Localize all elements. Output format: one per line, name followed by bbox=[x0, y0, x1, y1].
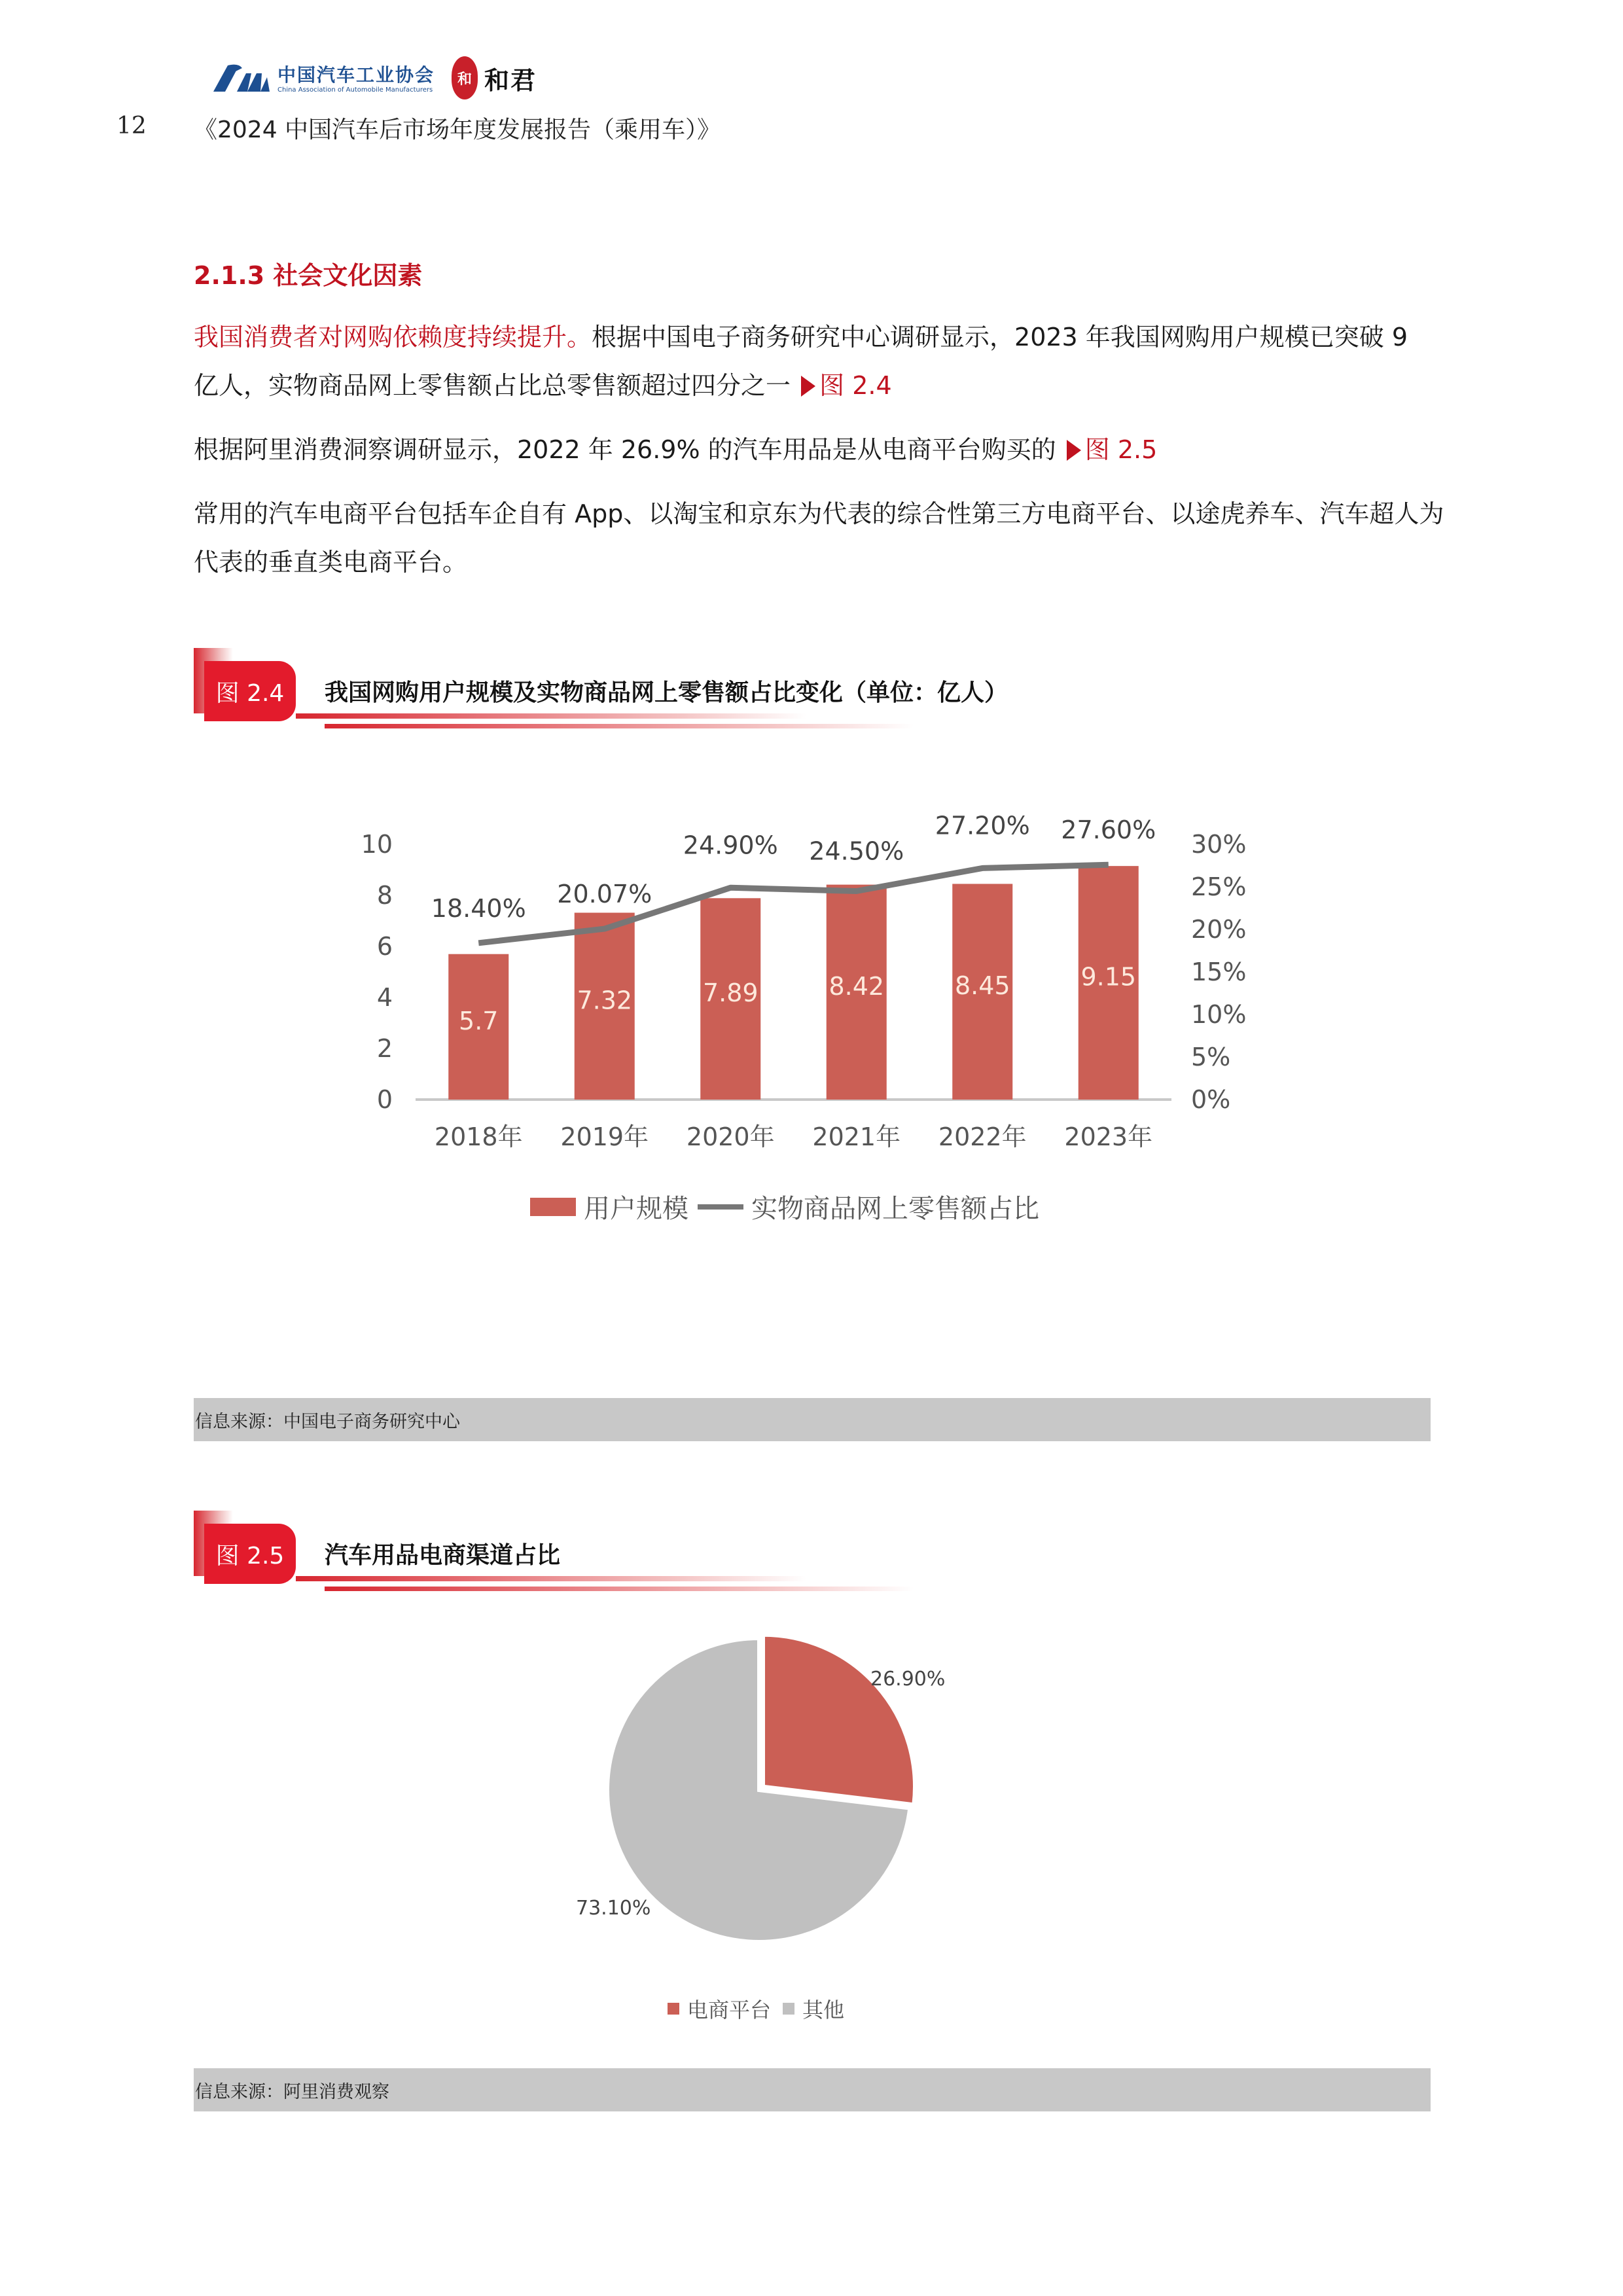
legend-item-ecommerce: 电商平台 bbox=[668, 1994, 771, 2024]
x-tick: 2023年 bbox=[1064, 1122, 1153, 1151]
triangle-right-icon bbox=[1067, 440, 1081, 461]
triangle-right-icon bbox=[801, 376, 815, 397]
hejun-seal-icon: 和 bbox=[452, 56, 478, 99]
page-number: 12 bbox=[116, 113, 147, 139]
y-right-tick: 30% bbox=[1191, 830, 1247, 859]
y-left-tick: 4 bbox=[376, 983, 393, 1012]
decorative-line bbox=[296, 1576, 806, 1581]
bar-value-label: 5.7 bbox=[459, 1006, 499, 1035]
source-text: 信息来源：中国电子商务研究中心 bbox=[195, 1411, 460, 1432]
line-value-label: 27.20% bbox=[935, 811, 1030, 840]
paragraph-1 bbox=[194, 313, 1437, 410]
caam-name-en: China Association of Automobile Manufacturers bbox=[277, 86, 433, 94]
line-value-label: 20.07% bbox=[557, 880, 652, 909]
y-left-tick: 8 bbox=[376, 881, 393, 910]
bar-value-label: 8.45 bbox=[954, 971, 1010, 1001]
pie-label-ecommerce: 26.90% bbox=[870, 1668, 946, 1691]
figure-2-4-title: 我国网购用户规模及实物商品网上零售额占比变化（单位：亿人） bbox=[325, 679, 1008, 706]
figure-2-4-link[interactable]: 图 2.4 bbox=[798, 371, 892, 400]
figure-2-5-header bbox=[194, 1511, 1044, 1589]
caam-logo bbox=[208, 60, 435, 99]
y-right-tick: 25% bbox=[1191, 872, 1247, 901]
y-right-tick: 5% bbox=[1191, 1043, 1231, 1071]
decorative-line bbox=[325, 1587, 914, 1591]
y-right-tick: 20% bbox=[1191, 915, 1247, 944]
line-value-label: 24.90% bbox=[683, 831, 778, 860]
bar-value-label: 7.32 bbox=[577, 986, 633, 1015]
figure-2-5-source bbox=[194, 2068, 1431, 2111]
paragraph-3-text: 常用的汽车电商平台包括车企自有 App、以淘宝和京东为代表的综合性第三方电商平台、以途虎养车、汽车超人为代表的垂直类电商平台。 bbox=[194, 499, 1444, 577]
combo-chart-svg bbox=[340, 812, 1296, 1244]
decorative-line bbox=[296, 713, 806, 719]
pie-label-other: 73.10% bbox=[576, 1897, 651, 1920]
hejun-name: 和君 bbox=[484, 65, 537, 95]
bar-value-label: 8.42 bbox=[829, 971, 885, 1001]
section-heading: 2.1.3 社会文化因素 bbox=[194, 261, 423, 290]
paragraph-1-text: 根据中国电子商务研究中心调研显示，2023 年我国网购用户规模已突破 9 亿人，实物商品网上零售额占比总零售额超过四分之一 bbox=[194, 323, 1408, 400]
y-right-tick: 15% bbox=[1191, 958, 1247, 986]
legend-line-swatch bbox=[698, 1204, 743, 1210]
figure-2-5-link[interactable]: 图 2.5 bbox=[1064, 435, 1158, 464]
paragraph-3 bbox=[194, 490, 1450, 586]
figure-2-5-tag: 图 2.5 bbox=[204, 1524, 296, 1584]
caam-mark-icon bbox=[208, 63, 271, 97]
running-title: 《2024 中国汽车后市场年度发展报告（乘用车）》 bbox=[194, 117, 721, 143]
x-tick: 2021年 bbox=[812, 1122, 901, 1151]
bar-value-label: 7.89 bbox=[702, 978, 758, 1008]
figure-2-4-tag: 图 2.4 bbox=[204, 661, 296, 721]
y-left-tick: 0 bbox=[376, 1085, 393, 1114]
paragraph-2 bbox=[194, 425, 1437, 474]
legend-bar-swatch bbox=[530, 1198, 576, 1216]
x-tick: 2018年 bbox=[434, 1122, 523, 1151]
paragraph-2-text: 根据阿里消费洞察调研显示，2022 年 26.9% 的汽车用品是从电商平台购买的 bbox=[194, 435, 1056, 464]
y-left-tick: 2 bbox=[376, 1034, 393, 1063]
x-tick: 2022年 bbox=[938, 1122, 1027, 1151]
caam-name-cn: 中国汽车工业协会 bbox=[277, 64, 435, 86]
hejun-logo bbox=[452, 55, 537, 101]
y-left-tick: 10 bbox=[361, 830, 393, 859]
combo-bar-line-chart bbox=[340, 812, 1296, 1244]
paragraph-1-highlight: 我国消费者对网购依赖度持续提升。 bbox=[194, 323, 592, 351]
legend-swatch bbox=[668, 2003, 679, 2015]
y-right-tick: 0% bbox=[1191, 1085, 1231, 1114]
y-left-tick: 6 bbox=[376, 932, 393, 961]
pie-slice bbox=[763, 1635, 915, 1805]
decorative-line bbox=[325, 724, 914, 728]
legend-bar-label: 用户规模 bbox=[584, 1194, 688, 1224]
pie-chart bbox=[576, 1633, 955, 1960]
legend-line-label: 实物商品网上零售额占比 bbox=[751, 1194, 1039, 1224]
source-text: 信息来源：阿里消费观察 bbox=[195, 2081, 389, 2102]
pie-chart-svg bbox=[576, 1633, 955, 1960]
figure-2-5-title: 汽车用品电商渠道占比 bbox=[325, 1542, 561, 1569]
legend-swatch bbox=[783, 2003, 794, 2015]
line-value-label: 27.60% bbox=[1061, 816, 1156, 845]
y-right-tick: 10% bbox=[1191, 1000, 1247, 1029]
line-value-label: 18.40% bbox=[431, 893, 526, 923]
chart-legend bbox=[530, 1188, 1039, 1225]
bar-value-label: 9.15 bbox=[1080, 962, 1137, 992]
pie-legend bbox=[668, 1994, 856, 2024]
figure-2-4-header bbox=[194, 648, 1044, 726]
figure-2-4-source bbox=[194, 1398, 1431, 1441]
x-tick: 2019年 bbox=[560, 1122, 649, 1151]
legend-item-other: 其他 bbox=[783, 1994, 844, 2024]
line-value-label: 24.50% bbox=[809, 836, 904, 866]
x-tick: 2020年 bbox=[686, 1122, 775, 1151]
